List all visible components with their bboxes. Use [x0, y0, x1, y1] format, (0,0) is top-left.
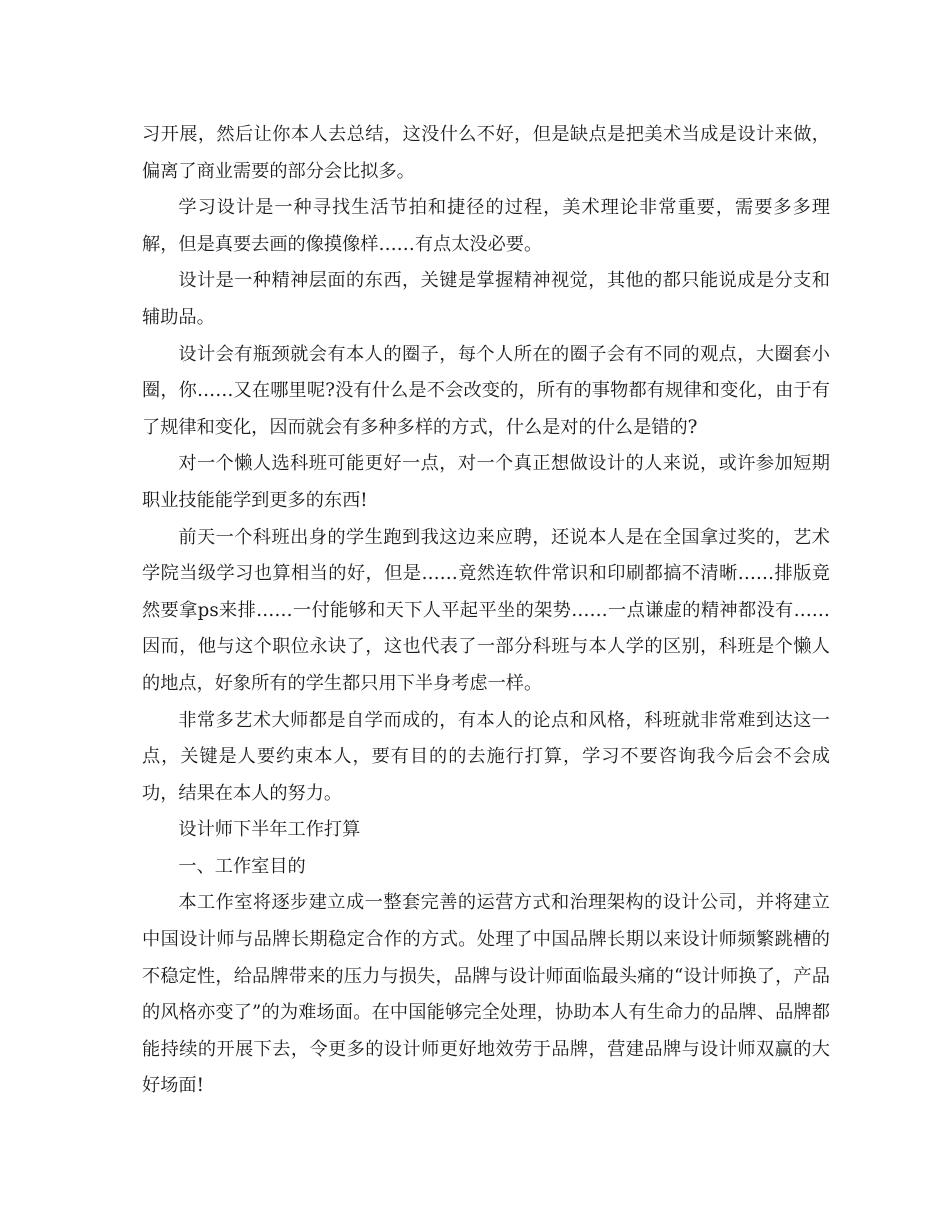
paragraph-continuation: 习开展，然后让你本人去总结，这没什么不好，但是缺点是把美术当成是设计来做，偏离了商业需要的部分会比拟多。: [142, 124, 830, 182]
subheading-studio-goal: 一、工作室目的: [178, 855, 306, 877]
paragraph-design-circles: 设计会有瓶颈就会有本人的圈子，每个人所在的圈子会有不同的观点，大圈套小圈，你……又在哪里呢?没有什么是不会改变的，所有的事物都有规律和变化，由于有了规律和变化，因而就会有多种多样的方式，什么是对的什么是错的?: [142, 343, 830, 438]
document-body: [142, 117, 830, 1105]
section-heading-plan: 设计师下半年工作打算: [178, 819, 361, 841]
paragraph-design-learning: 学习设计是一种寻找生活节拍和捷径的过程，美术理论非常重要，需要多多理解，但是真要去画的像摸像样……有点太没必要。: [142, 197, 830, 255]
paragraph-applicant-story: 前天一个科班出身的学生跑到我这边来应聘，还说本人是在全国拿过奖的，艺术学院当级学习也算相当的好，但是……竟然连软件常识和印刷都搞不清晰……排版竟然要拿ps来排……一付能够和天下人平起平坐的架势……一点谦虚的精神都没有……因而，他与这个职位永诀了，这也代表了一部分科班与本人学的区别，科班是个懒人的地点，好象所有的学生都只用下半身考虑一样。: [142, 526, 830, 694]
paragraph-design-spirit: 设计是一种精神层面的东西，关键是掌握精神视觉，其他的都只能说成是分支和辅助品。: [142, 270, 830, 328]
paragraph-studio-description: 本工作室将逐步建立成一整套完善的运营方式和治理架构的设计公司，并将建立中国设计师与品牌长期稳定合作的方式。处理了中国品牌长期以来设计师频繁跳槽的不稳定性，给品牌带来的压力与损失，品牌与设计师面临最头痛的“设计师换了，产品的风格亦变了”的为难场面。在中国能够完全处理，协助本人有生命力的品牌、品牌都能持续的开展下去，令更多的设计师更好地效劳于品牌，营建品牌与设计师双赢的大好场面!: [142, 892, 830, 1097]
paragraph-self-taught-masters: 非常多艺术大师都是自学而成的，有本人的论点和风格，科班就非常难到达这一点，关键是人要约束本人，要有目的的去施行打算，学习不要咨询我今后会不会成功，结果在本人的努力。: [142, 709, 830, 804]
paragraph-lazy-person: 对一个懒人选科班可能更好一点，对一个真正想做设计的人来说，或许参加短期职业技能能学到更多的东西!: [142, 453, 830, 511]
